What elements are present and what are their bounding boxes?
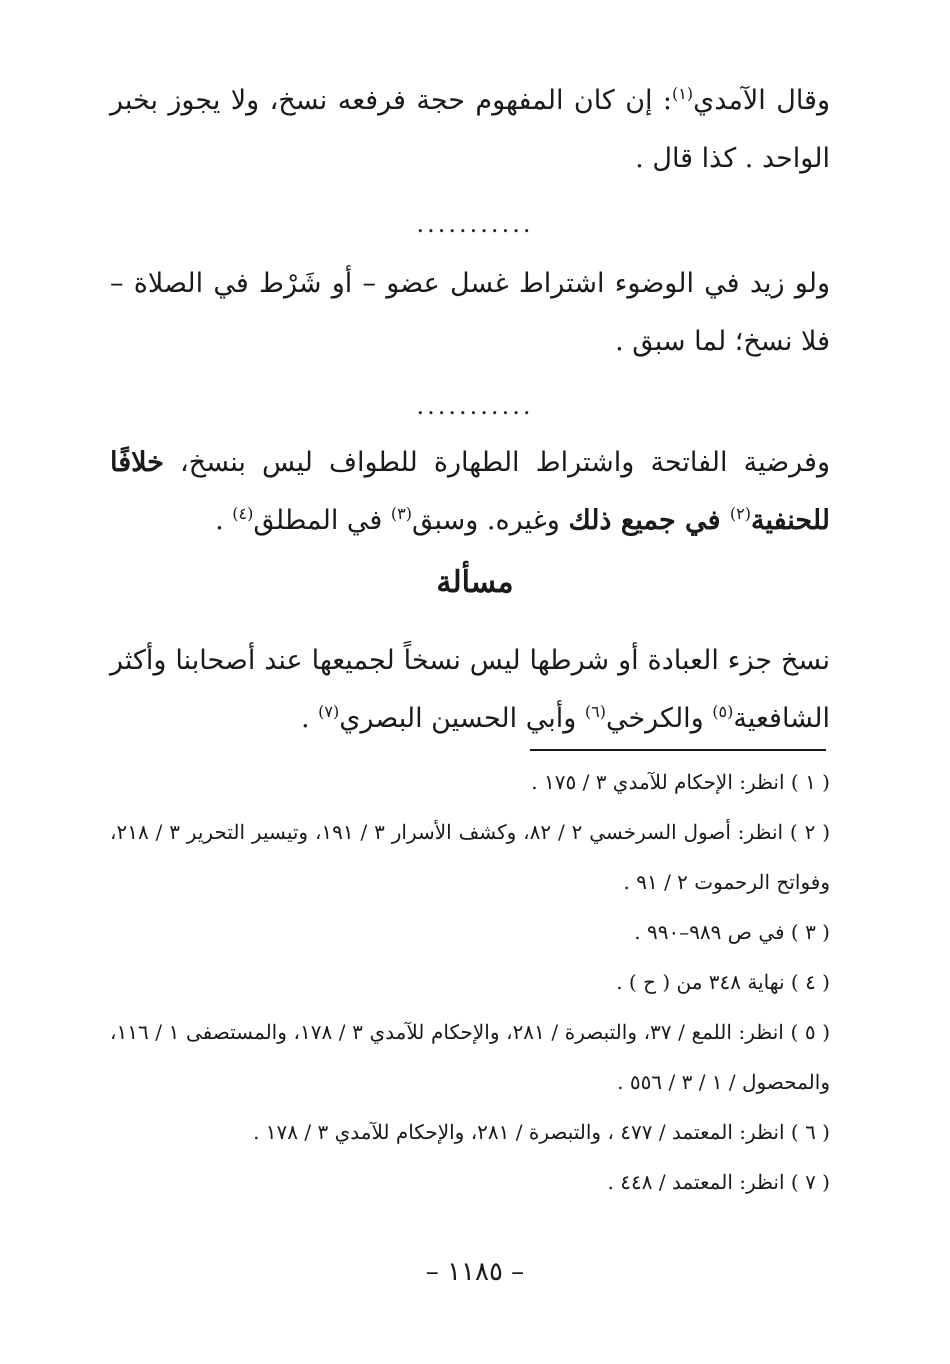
footnote-ref: (٥)	[712, 702, 734, 721]
paragraph-masala	[110, 632, 830, 748]
bold-phrase: في جميع ذلك	[568, 505, 730, 536]
footnote-3: ( ٣ ) في ص ٩٨٩–٩٩٠ .	[634, 920, 830, 944]
paragraph-text: نسخ جزء العبادة أو شرطها ليس نسخاً لجميعها عند أصحابنا وأكثر الشافعية	[110, 645, 830, 734]
footnote-ref: (٧)	[318, 702, 340, 721]
section-separator: ...........	[416, 210, 534, 238]
page-number: – ١١٨٥ –	[425, 1257, 525, 1287]
paragraph-amidi	[110, 72, 830, 188]
paragraph-text: وغيره. وسبق	[412, 505, 569, 536]
section-separator: ...........	[416, 392, 534, 420]
paragraph-text: ولو زيد في الوضوء اشتراط غسل عضو – أو شَرْط في الصلاة – فلا نسخ؛ لما سبق .	[110, 268, 830, 357]
paragraph-text: في المطلق	[253, 505, 391, 536]
paragraph-text: وقال الآمدي	[693, 85, 830, 116]
footnote-divider	[530, 749, 826, 751]
footnote-ref: (٦)	[584, 702, 606, 721]
footnote-7: ( ٧ ) انظر: المعتمد / ٤٤٨ .	[607, 1170, 830, 1194]
paragraph-text: وفرضية الفاتحة واشتراط الطهارة للطواف ليس بنسخ،	[163, 447, 830, 478]
paragraph-text: والكرخي	[605, 703, 713, 734]
bold-phrase: خلافًا للحنفية	[110, 447, 830, 536]
footnote-ref: (٢)	[729, 504, 751, 523]
footnote-1: ( ١ ) انظر: الإحكام للآمدي ٣ / ١٧٥ .	[531, 770, 830, 794]
paragraph-text: وأبي الحسين البصري	[339, 703, 585, 734]
section-heading: مسألة	[436, 565, 514, 600]
footnote-ref: (٤)	[232, 504, 254, 523]
footnote-ref: (١)	[672, 84, 694, 103]
footnote-2: ( ٢ ) انظر: أصول السرخسي ٢ / ٨٢، وكشف الأسرار ٣ / ١٩١، وتيسير التحرير ٣ / ٢١٨، وفواتح الرحموت ٢ / ٩١ .	[110, 820, 831, 894]
paragraph-fatiha	[110, 434, 830, 550]
footnote-4: ( ٤ ) نهاية ٣٤٨ من ( ح ) .	[616, 970, 830, 994]
footnote-5: ( ٥ ) انظر: اللمع / ٣٧، والتبصرة / ٢٨١، والإحكام للآمدي ٣ / ١٧٨، والمستصفى ١ / ١١٦، والمحصول / ١ / ٣ / ٥٥٦ .	[110, 1020, 831, 1094]
footnote-ref: (٣)	[390, 504, 412, 523]
footnote-6: ( ٦ ) انظر: المعتمد / ٤٧٧ ، والتبصرة / ٢٨١، والإحكام للآمدي ٣ / ١٧٨ .	[253, 1120, 830, 1144]
paragraph-text: : إن كان المفهوم حجة فرفعه نسخ، ولا يجوز بخبر الواحد . كذا قال .	[110, 85, 830, 174]
paragraph-text: .	[215, 505, 233, 536]
paragraph-text: .	[301, 703, 319, 734]
paragraph-wudu	[110, 255, 830, 371]
